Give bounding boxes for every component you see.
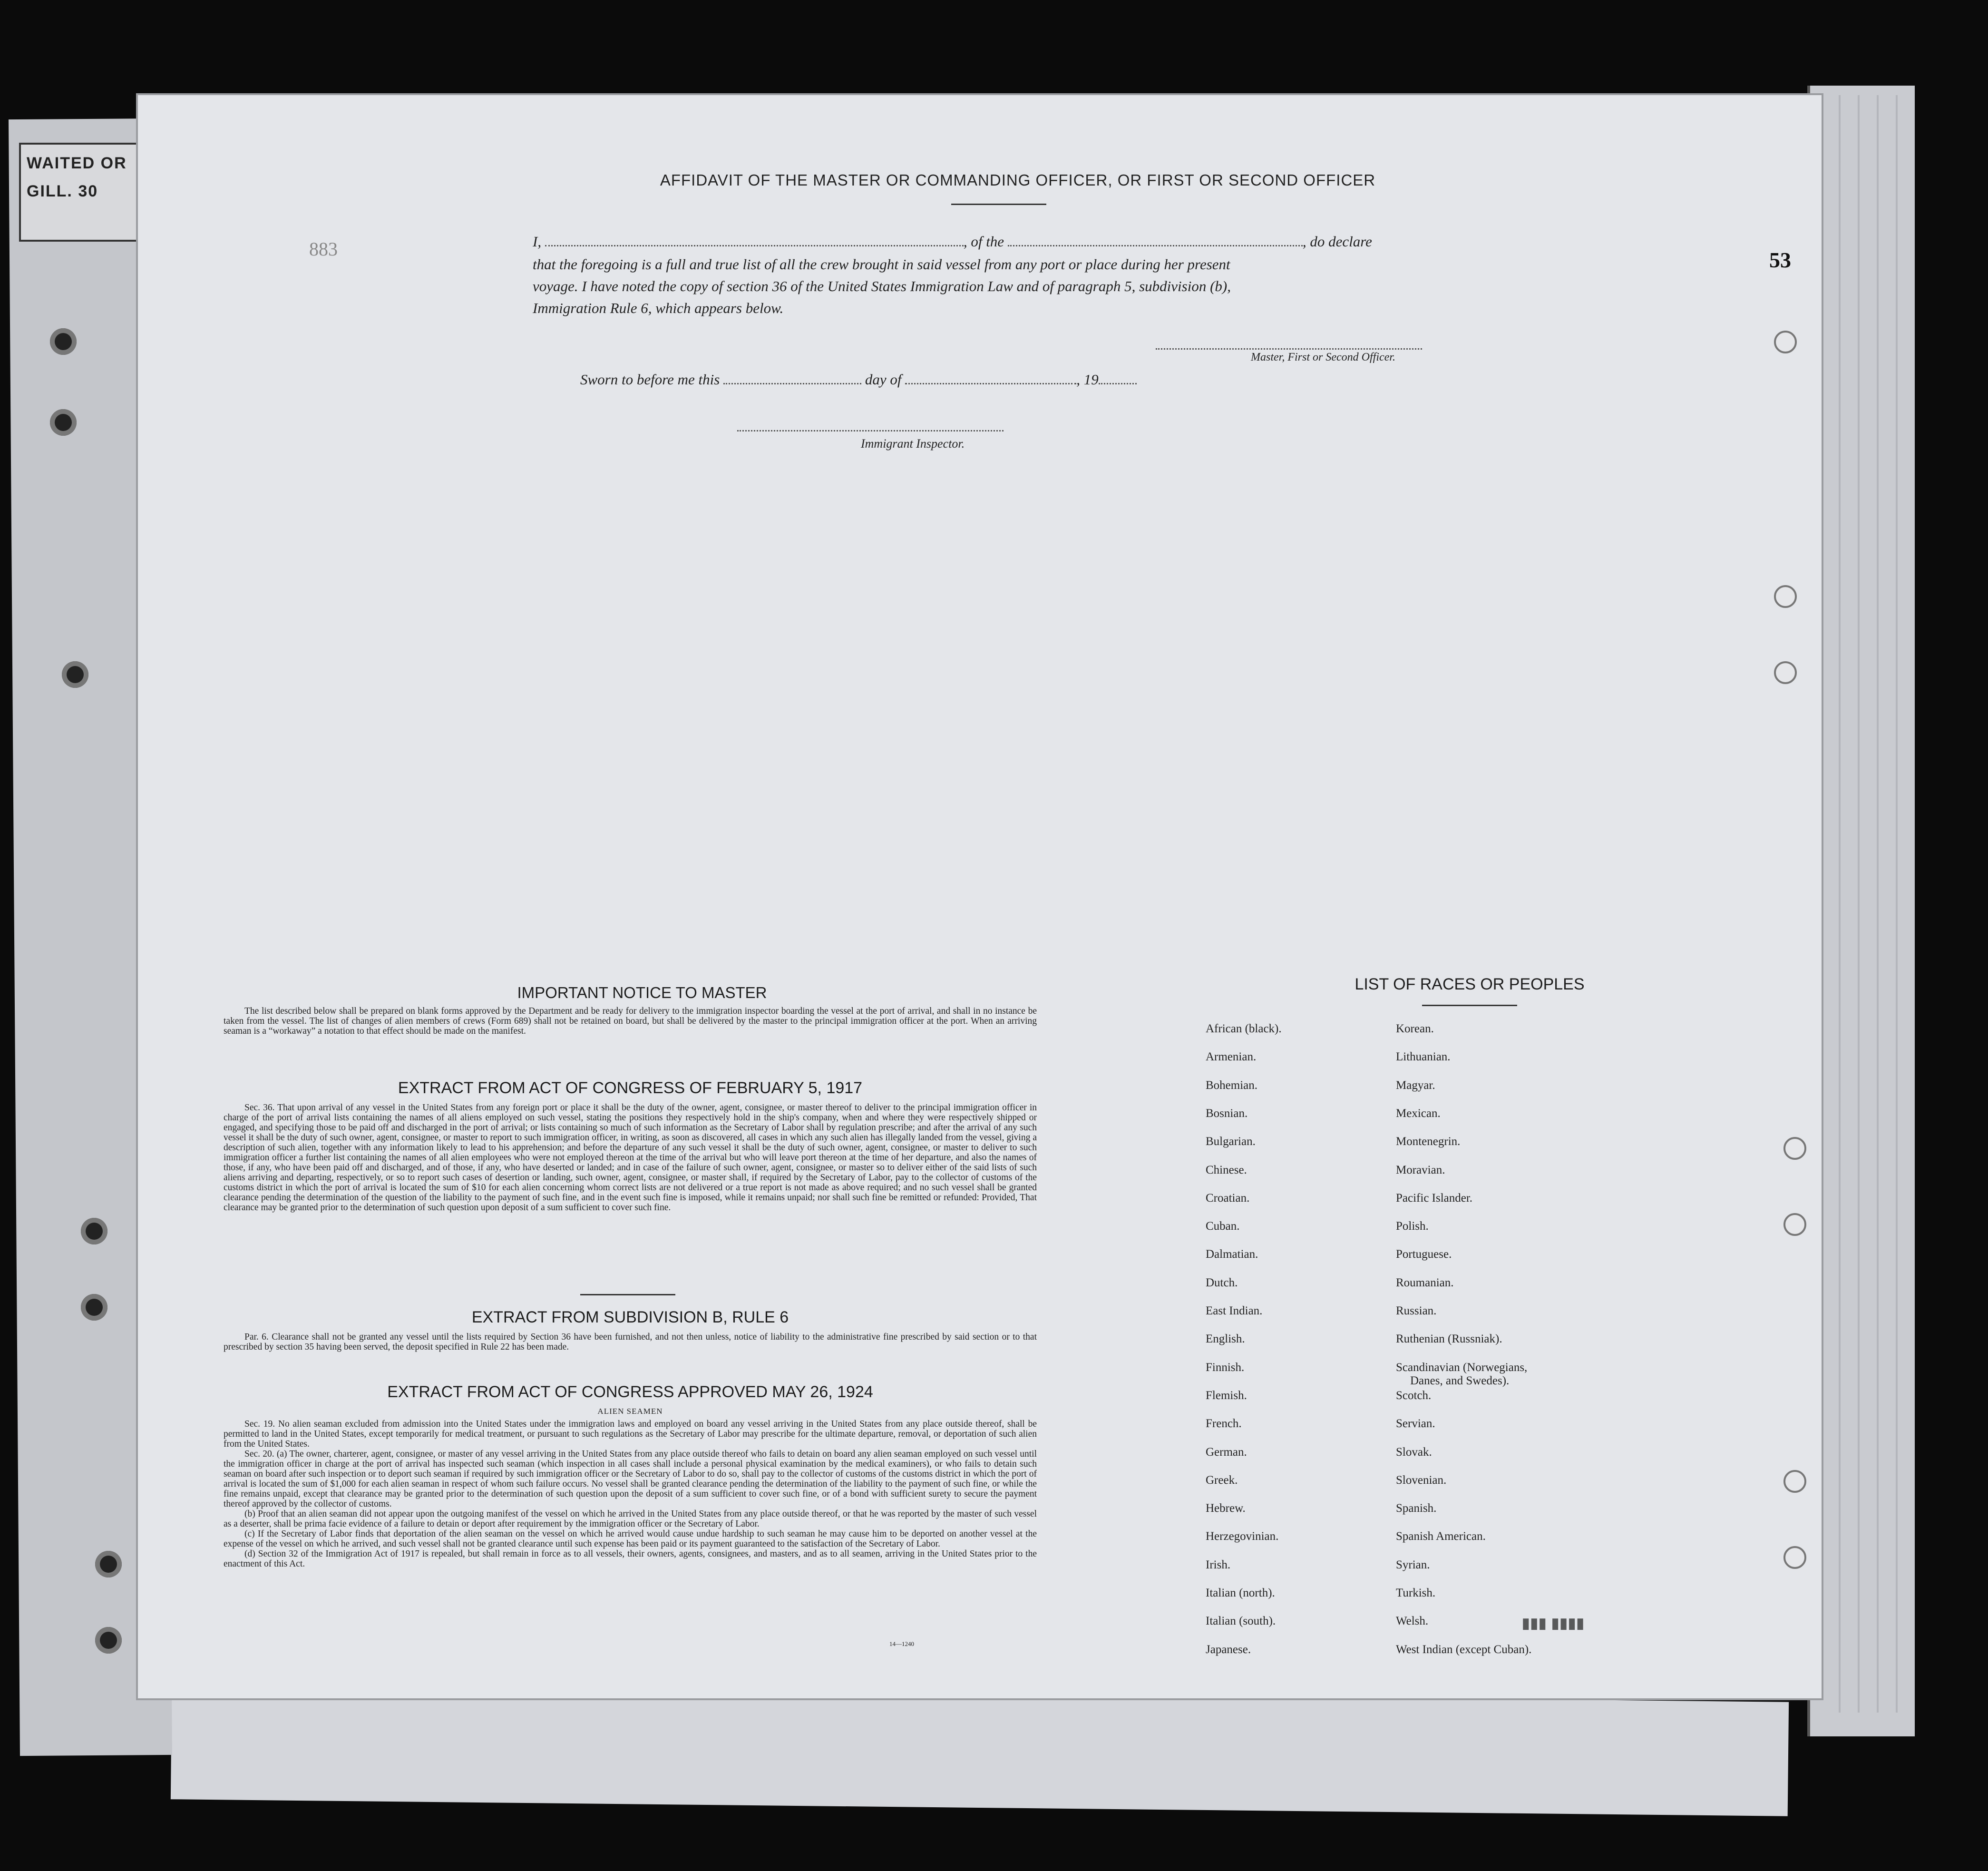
year-blank [1099,372,1137,384]
inspector-signature-line [737,419,1004,431]
extract-1917-title: EXTRACT FROM ACT OF CONGRESS OF FEBRUARY 5, 1917 [398,1079,863,1097]
race-item: Japanese. [1206,1643,1251,1656]
affidavit-line-1 [533,233,1372,250]
race-item: Bulgarian. [1206,1135,1256,1148]
section-20c: (c) If the Secretary of Labor finds that deportation of the alien seaman on the vessel on which he arrived would cause undue hardship to such seaman he may cause him to be deported on another vessel at the expense of the vessel on which he arrived, and such vessel shall not be granted clearance until such expense has been paid or its payment guaranteed to the satisfaction of the Secretary of Labor. [224,1529,1037,1549]
ring-hole [1774,661,1797,684]
race-item: Chinese. [1206,1163,1247,1176]
affidavit-title: AFFIDAVIT OF THE MASTER OR COMMANDING OFFICER, OR FIRST OR SECOND OFFICER [660,171,1376,189]
race-item: Slovenian. [1396,1473,1447,1487]
alien-seamen-subtitle: ALIEN SEAMEN [597,1407,663,1416]
race-item: Portuguese. [1396,1248,1452,1261]
race-item: Finnish. [1206,1361,1245,1374]
race-item: Moravian. [1396,1163,1445,1176]
folder-tab-label [19,143,146,242]
race-item: Mexican. [1396,1107,1441,1120]
race-item: Scandinavian (Norwegians, [1396,1361,1528,1374]
race-item: Polish. [1396,1220,1429,1233]
affidavit-declare: , do declare [1302,233,1372,250]
tab-text-2: GILL. 30 [27,182,98,200]
faint-stamp: ▮▮▮ ▮▮▮▮ [1522,1616,1585,1631]
punch-hole [81,1218,107,1244]
race-item: Roumanian. [1396,1276,1454,1289]
affidavit-line-4: Immigration Rule 6, which appears below. [533,300,784,316]
race-item: Montenegrin. [1396,1135,1461,1148]
race-item: East Indian. [1206,1304,1263,1317]
race-item: West Indian (except Cuban). [1396,1643,1532,1656]
race-item: Spanish. [1396,1502,1437,1515]
race-item: Armenian. [1206,1050,1257,1064]
pencil-mark: 883 [309,238,338,260]
race-item: African (black). [1206,1022,1282,1035]
race-item: Italian (south). [1206,1615,1276,1628]
page-number: 53 [1769,248,1791,272]
title-rule [951,204,1046,205]
race-item: Turkish. [1396,1587,1436,1599]
notice-paragraph: The list described below shall be prepared on blank forms approved by the Department and be ready for delivery to the immigration inspector boarding the vessel at the port of arrival, and shall in no instance be taken from the vessel. The list of changes of alien members of crews (Form 689) shall not be retained on board, but shall be delivered by the master to the principal immigration officer at the port. When an arriving seaman is a “workaway” a notation to that effect should be made on the manifest. [224,1006,1037,1036]
race-item: Ruthenian (Russniak). [1396,1332,1502,1346]
punch-hole [50,409,77,436]
punch-hole [95,1551,122,1577]
section-19: Sec. 19. No alien seaman excluded from admission into the United States under the immigration laws and employed on board any vessel arriving in the United States from any place outside thereof, shall be permitted to land in the United States, except temporarily for medical treatment, or pursuant to such regulations as the Secretary of Labor may prescribe for the ultimate departure, removal, or deportation of such alien from the United States. [224,1419,1037,1449]
race-item: Flemish. [1206,1389,1247,1402]
vessel-blank [1008,234,1303,246]
race-item: Slovak. [1396,1445,1432,1459]
affidavit-line-3: voyage. I have noted the copy of section 36 of the United States Immigration Law and of paragraph 5, subdivision (b), [533,278,1231,294]
extract-1924-title: EXTRACT FROM ACT OF CONGRESS APPROVED MAY 26, 1924 [387,1383,873,1401]
section-20d: (d) Section 32 of the Immigration Act of 1917 is repealed, but shall remain in force as to all vessels, their owners, agents, consignees, and masters, and as to all seamen, arriving in the United States prior to the enactment of this Act. [224,1549,1037,1569]
race-item: Hebrew. [1206,1502,1246,1515]
sworn-text: Sworn to before me this [580,371,720,388]
affidavit-of-the: , of the [963,233,1004,250]
day-blank [723,372,861,384]
rule-6-paragraph: Par. 6. Clearance shall not be granted any vessel until the lists required by Section 36 have been furnished, and not then unless, notice of liability to the administrative fine prescribed by said section or to that prescribed by section 35 having been served, the deposit specified in Rule 22 has been made. [224,1332,1037,1352]
month-blank [905,372,1076,384]
rule-6-title: EXTRACT FROM SUBDIVISION B, RULE 6 [471,1308,789,1326]
punch-hole [81,1294,107,1321]
affidavit-i: I, [533,233,542,250]
race-item: French. [1206,1417,1242,1430]
sworn-line [580,371,1137,388]
manifest-back-page [138,95,1822,1698]
section-rule [580,1294,675,1295]
race-item: Scotch. [1396,1389,1432,1402]
section-20a: Sec. 20. (a) The owner, charterer, agent, consignee, or master of any vessel arriving in the United States from any place outside thereof who fails to detain on board any alien seaman employed on such vessel until the immigration officer in charge at the port of arrival has inspected such seaman (which inspection in all cases shall include a personal physical examination by the medical examiners), or who fails to detain such seaman on board after such inspection or to deport such seaman if required by such immigration officer or the Secretary of Labor to do so, shall pay to the collector of customs of the customs district in which the port of arrival is located the sum of $1,000 for each alien seaman in respect of whom such failure occurs. No vessel shall be granted clearance pending the determination of the liability to the payment of such fine, or while the fine remains unpaid, except that clearance may be granted prior to the determination of such question upon the deposit of a sum sufficient to cover such fine, or of a bond with sufficient surety to secure the payment thereof approved by the collector of customs. [224,1449,1037,1509]
race-item: Bosnian. [1206,1107,1248,1120]
race-item: Magyar. [1396,1078,1435,1092]
extract-1917-text [224,1103,1037,1283]
race-item: Lithuanian. [1396,1050,1451,1064]
race-item: Dalmatian. [1206,1248,1258,1261]
notice-title: IMPORTANT NOTICE TO MASTER [517,984,767,1001]
master-signature-line [1156,337,1422,350]
races-title: LIST OF RACES OR PEOPLES [1355,975,1585,993]
tab-text-1: WAITED OR [27,154,127,172]
race-item: Cuban. [1206,1220,1240,1233]
race-item-continued: Danes, and Swedes). [1410,1374,1510,1387]
notice-text [224,1006,1037,1058]
ring-hole [1783,1470,1806,1493]
underlying-sheet [171,1685,1789,1816]
ring-hole [1783,1546,1806,1569]
race-item: Bohemian. [1206,1078,1258,1092]
race-item: Dutch. [1206,1276,1238,1289]
punch-hole [62,661,88,688]
ring-hole [1783,1137,1806,1160]
race-item: Croatian. [1206,1191,1250,1205]
inspector-label: Immigrant Inspector. [861,437,965,451]
race-item: Servian. [1396,1417,1435,1430]
race-item: Welsh. [1396,1615,1429,1628]
race-item: Syrian. [1396,1558,1430,1571]
day-of-text: day of [865,371,902,388]
race-item: Italian (north). [1206,1587,1275,1599]
race-item: Russian. [1396,1304,1437,1317]
name-blank [545,234,964,246]
race-item: English. [1206,1332,1245,1346]
ring-hole [1774,331,1797,353]
rule-6-text [224,1332,1037,1365]
race-item: Greek. [1206,1473,1238,1487]
race-item: Pacific Islander. [1396,1191,1473,1205]
race-item: Herzegovinian. [1206,1530,1279,1543]
race-item: German. [1206,1445,1247,1459]
punch-hole [95,1627,122,1654]
races-rule [1422,1005,1517,1006]
year-text: , 19 [1076,371,1099,388]
race-item: Spanish American. [1396,1530,1486,1543]
race-item: Korean. [1396,1022,1434,1035]
ruled-columns [1822,95,1898,1713]
extract-1924-text [224,1404,1037,1647]
master-signature-label: Master, First or Second Officer. [1251,351,1395,363]
affidavit-line-2: that the foregoing is a full and true list of all the crew brought in said vessel from any port or place during her present [533,256,1230,273]
ring-hole [1774,585,1797,608]
form-number: 14—1240 [889,1640,914,1647]
punch-hole [50,328,77,355]
race-item: Irish. [1206,1558,1231,1571]
ring-hole [1783,1213,1806,1236]
section-20b: (b) Proof that an alien seaman did not appear upon the outgoing manifest of the vessel on which he arrived in the United States from any place outside thereof, or that he was reported by the master of such vessel as a deserter, shall be prima facie evidence of a failure to detain or deport after requirement by the immigration officer or the Secretary of Labor. [224,1509,1037,1529]
section-36: Sec. 36. That upon arrival of any vessel in the United States from any foreign port or place it shall be the duty of the owner, agent, consignee, or master thereof to deliver to the principal immigration officer in charge of the port of arrival lists containing the names of all aliens employed on such vessel, stating the positions they respectively hold in the ship's company, when and where they were respectively shipped or engaged, and specifying those to be paid off and discharged in the port of arrival; or lists containing so much of such information as the Secretary of Labor shall by regulation prescribe; and after the arrival of any such vessel it shall be the duty of such owner, agent, consignee, or master to report to such immigration officer, in writing, as soon as discovered, all cases in which any such alien has illegally landed from the vessel, giving a description of such alien, together with any information likely to lead to his apprehension; and before the departure of any such vessel it shall be the duty of such owner, agent, consignee, or master to deliver to such immigration officer a further list containing the names of all alien employees who were not employed thereon at the time of the arrival but who will leave port thereon at the time of her departure, and also the names of those, if any, who have been paid off and discharged, and of those, if any, who have deserted or landed; and in case of the failure of such owner, agent, consignee, or master so to deliver either of the said lists of such aliens arriving and departing, respectively, or so to report such cases of desertion or landing, such owner, agent, consignee, or master shall, if required by the Secretary of Labor, pay to the collector of customs of the customs district in which the port of arrival is located the sum of $10 for each alien concerning whom correct lists are not delivered or a true report is not made as above required; and no such vessel shall be granted clearance pending the determination of the question of the liability to the payment of such fine, and in the event such fine is imposed, while it remains unpaid; nor shall such fine be remitted or refunded: Provided, That clearance may be granted prior to the determination of such question upon deposit of a sum sufficient to cover such fine. [224,1103,1037,1213]
